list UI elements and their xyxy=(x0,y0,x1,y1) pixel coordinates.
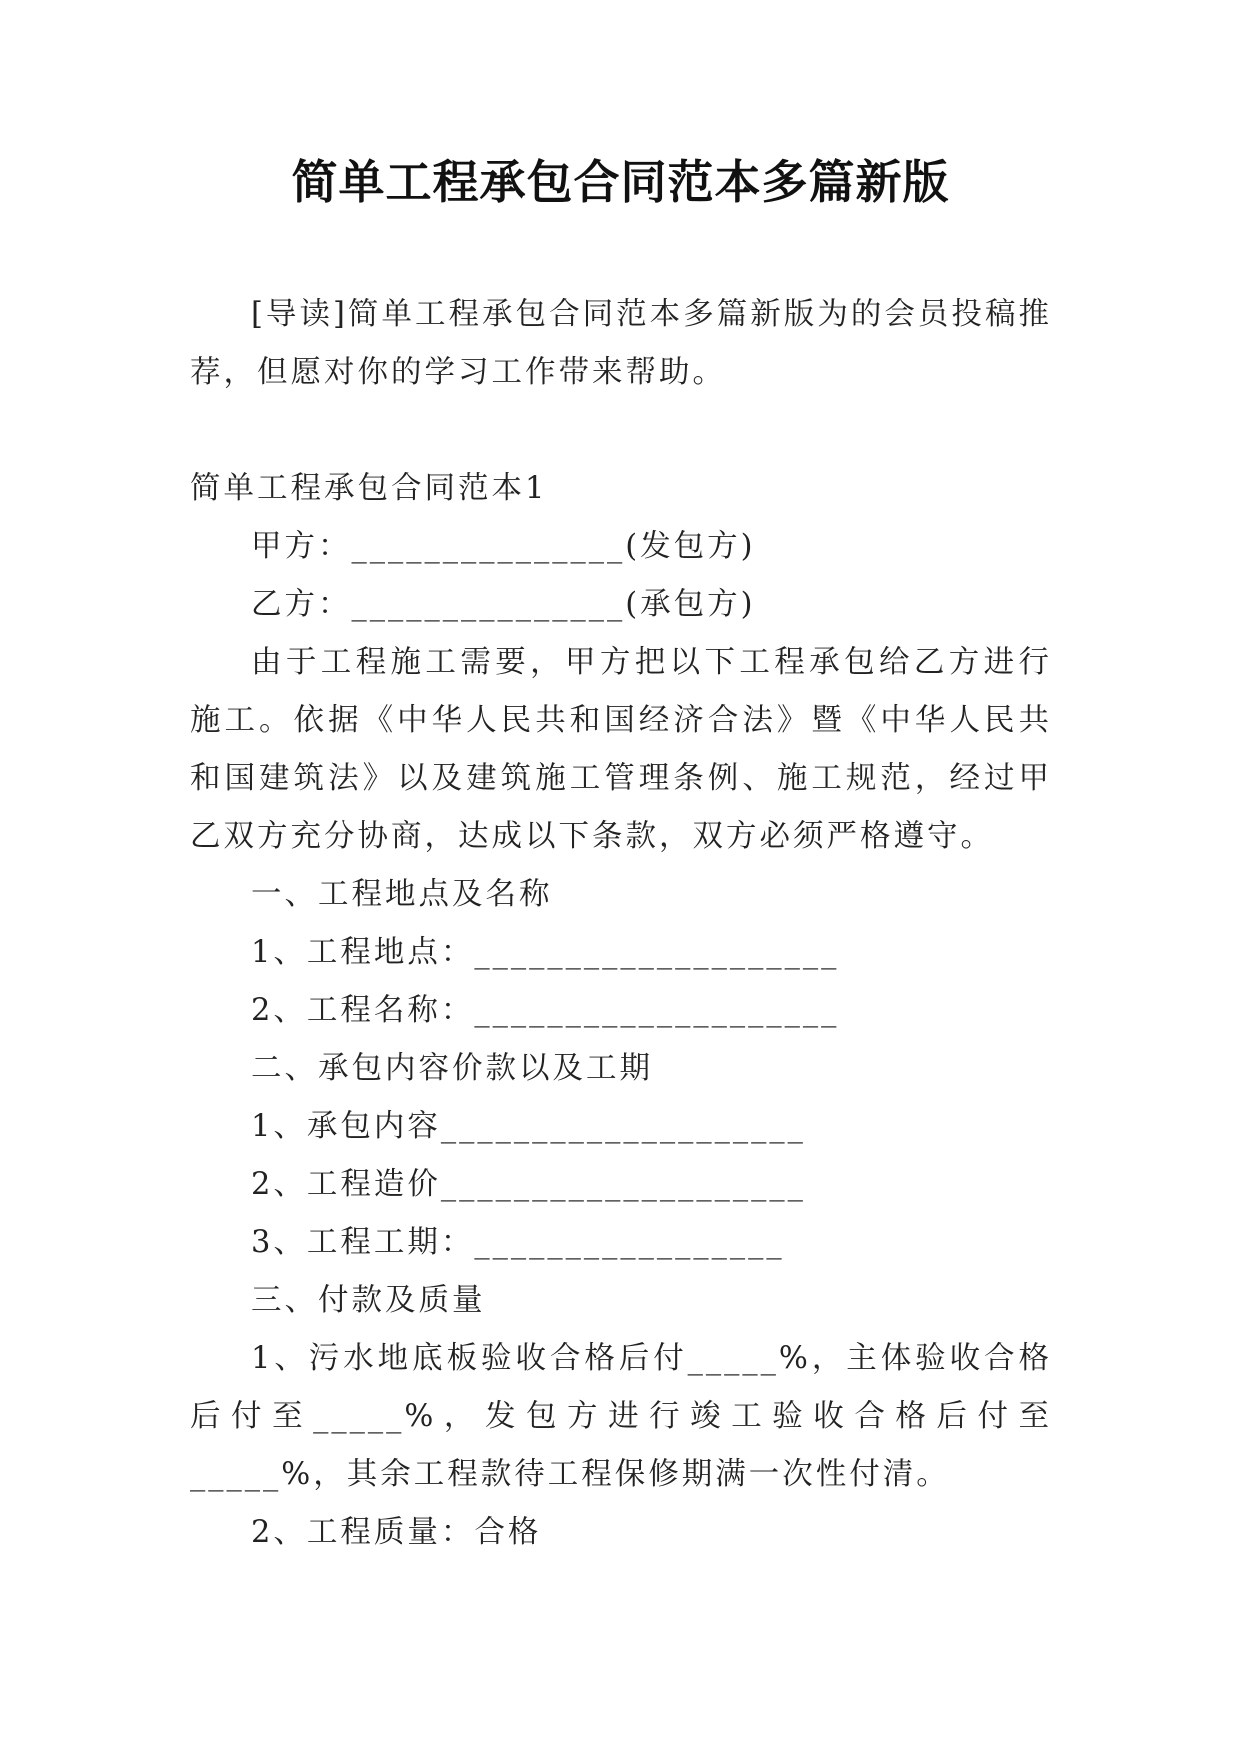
clause-3-item-quality: 2、工程质量：合格 xyxy=(251,1515,542,1550)
clause-1-item-name: 2、工程名称：____________________ xyxy=(251,993,840,1028)
document-body xyxy=(190,286,1052,1562)
clause-1-item-location: 1、工程地点：____________________ xyxy=(251,935,840,970)
clause-3-heading: 三、付款及质量 xyxy=(251,1283,486,1318)
document-title: 简单工程承包合同范本多篇新版 xyxy=(291,155,950,209)
section-heading: 简单工程承包合同范本1 xyxy=(190,471,548,506)
clause-3-item-payment: 1、污水地底板验收合格后付_____%，主体验收合格后付至_____%，发包方进行竣工验收合格后付至_____%，其余工程款待工程保修期满一次性付清。 xyxy=(190,1341,1052,1492)
intro-paragraph: [导读]简单工程承包合同范本多篇新版为的会员投稿推荐，但愿对你的学习工作带来帮助。 xyxy=(190,297,1052,390)
paragraph-gap xyxy=(190,402,1052,460)
clause-1-heading: 一、工程地点及名称 xyxy=(251,877,553,912)
party-a-line: 甲方：_______________(发包方) xyxy=(251,529,756,564)
clause-2-heading: 二、承包内容价款以及工期 xyxy=(251,1051,653,1086)
clause-2-item-content: 1、承包内容____________________ xyxy=(251,1109,806,1144)
clause-2-item-cost: 2、工程造价____________________ xyxy=(251,1167,806,1202)
party-b-line: 乙方：_______________(承包方) xyxy=(251,587,756,622)
clause-2-item-duration: 3、工程工期：_________________ xyxy=(251,1225,785,1260)
preamble-paragraph: 由于工程施工需要，甲方把以下工程承包给乙方进行施工。依据《中华人民共和国经济合法》暨《中华人民共和国建筑法》以及建筑施工管理条例、施工规范，经过甲乙双方充分协商，达成以下条款，双方必须严格遵守。 xyxy=(190,645,1052,854)
